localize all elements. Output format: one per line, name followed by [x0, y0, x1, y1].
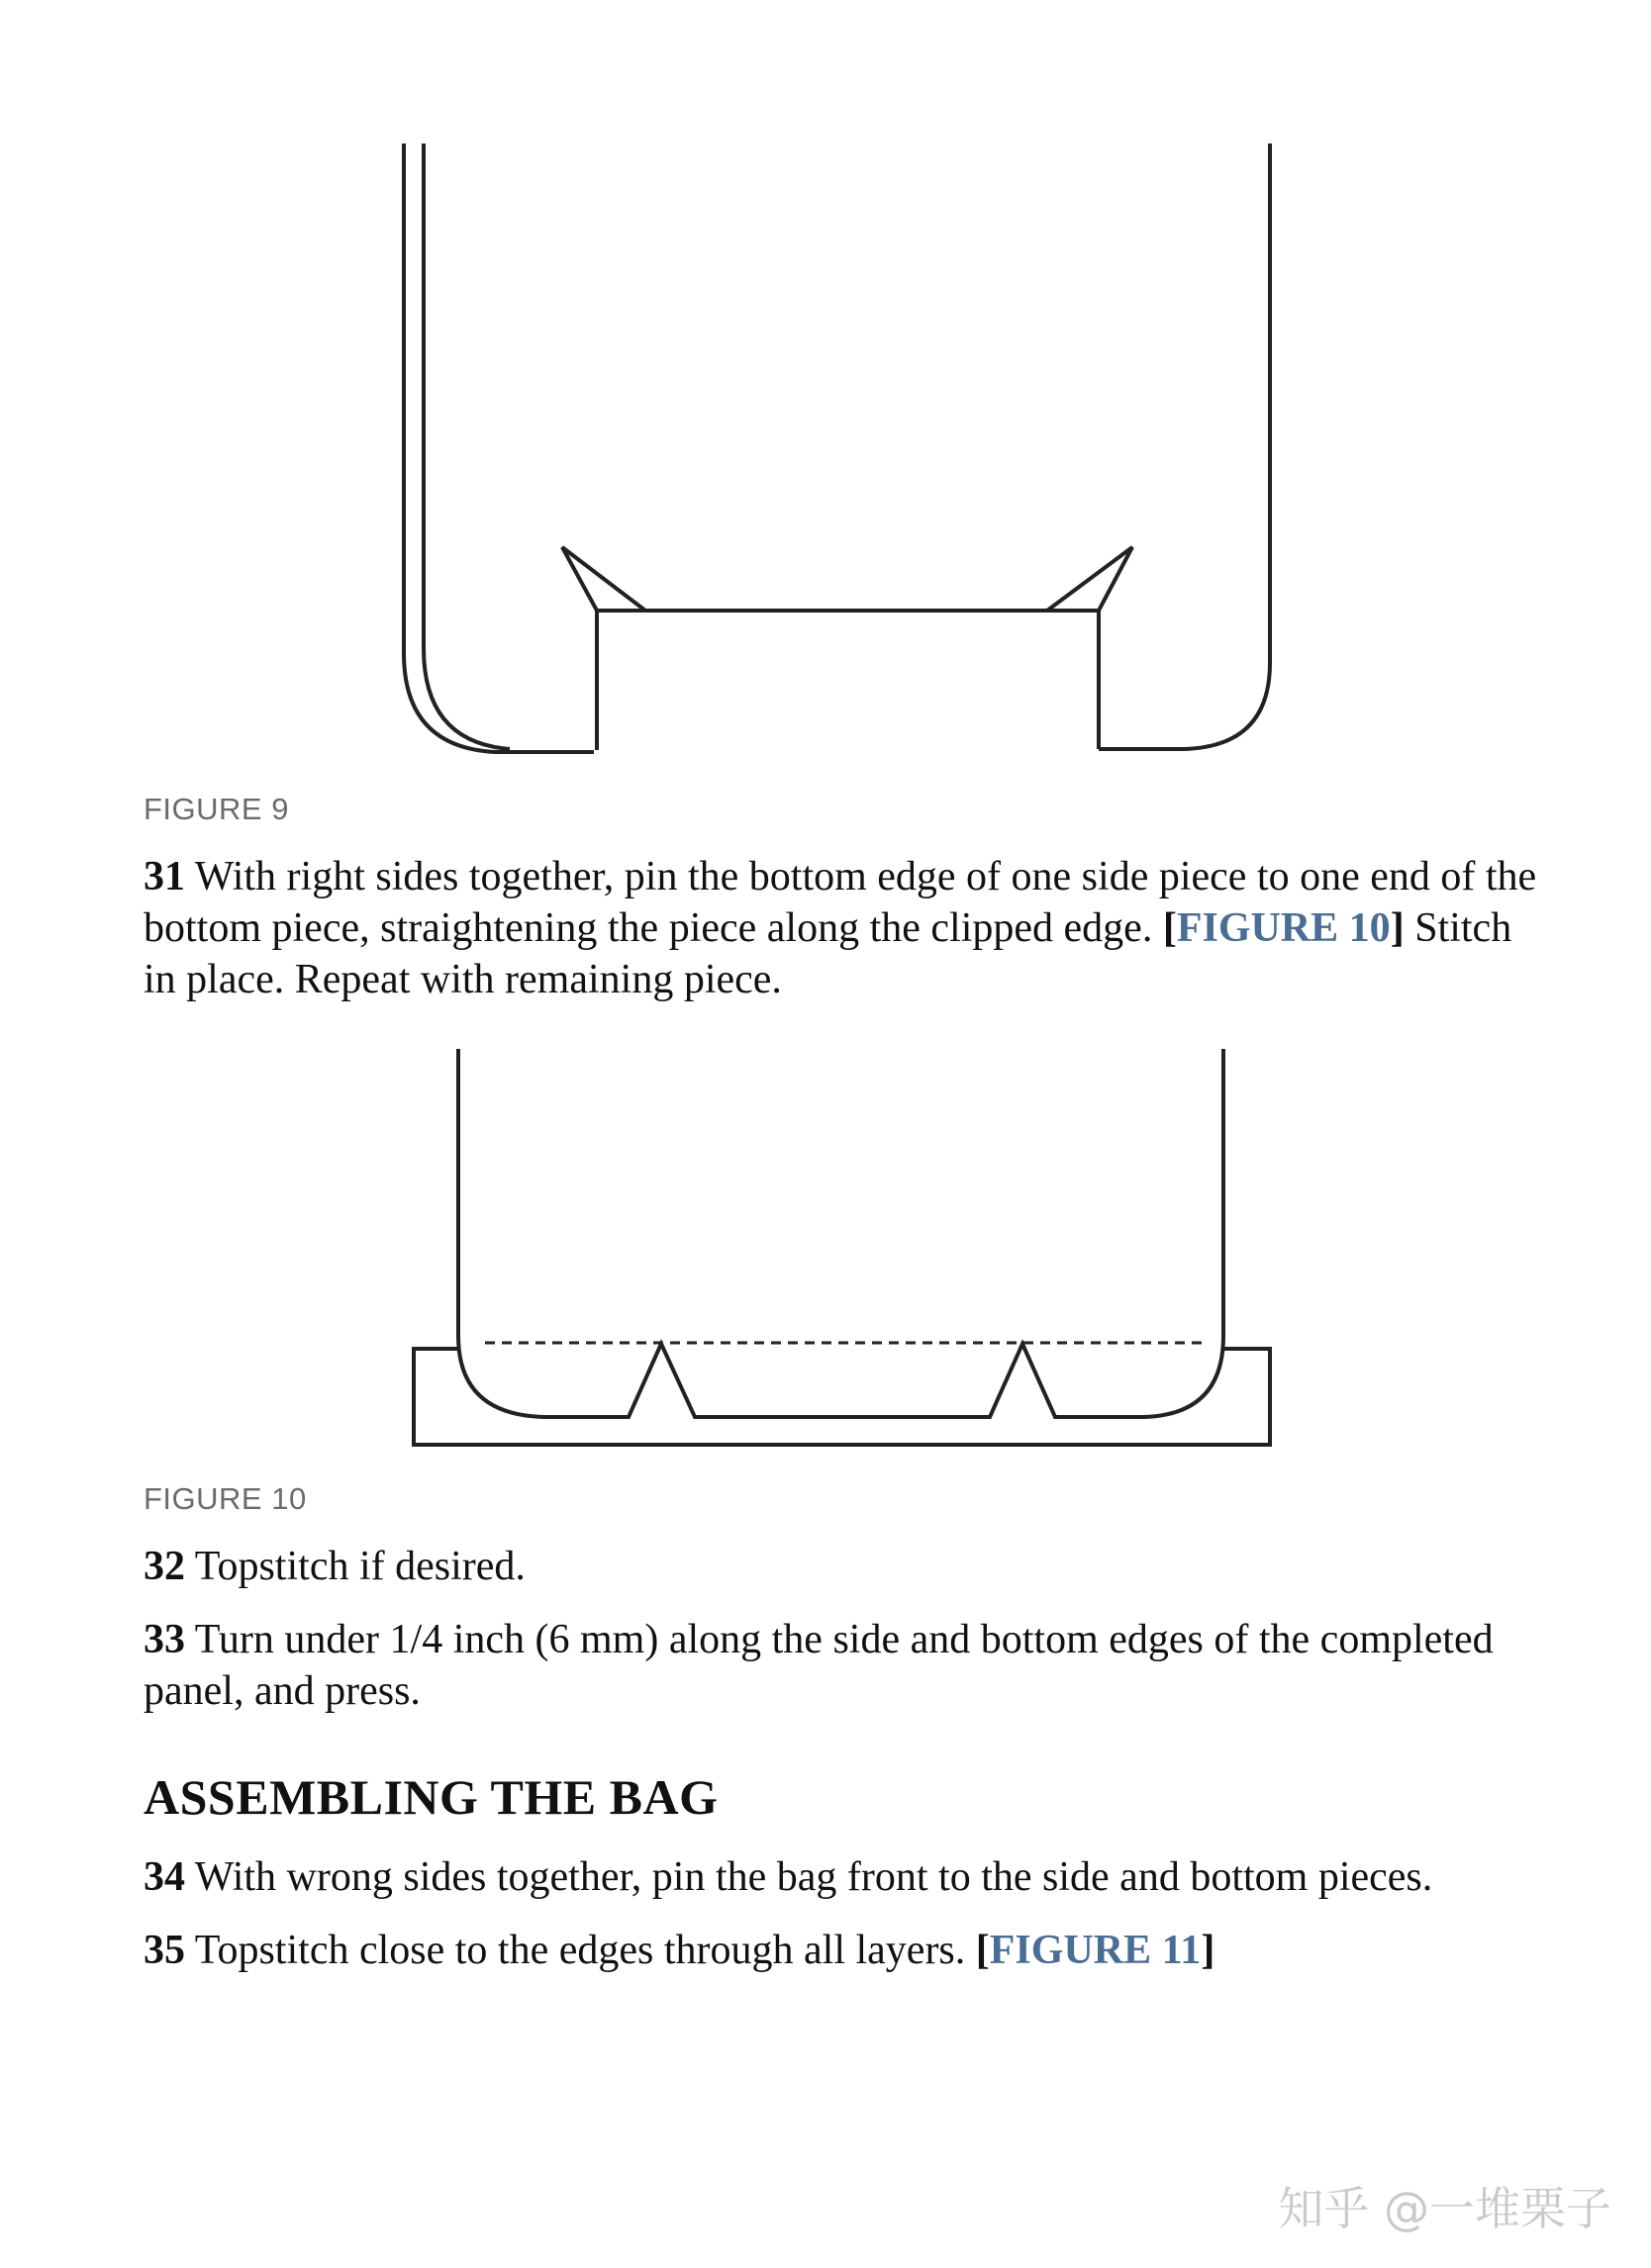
step-34 [144, 1851, 1549, 1903]
step-number: 32 [144, 1544, 185, 1589]
figure-10-illustration [0, 1039, 1651, 1455]
step-33 [144, 1614, 1549, 1717]
step-number: 34 [144, 1854, 185, 1900]
step-text: Topstitch close to the edges through all layers. [185, 1928, 976, 1973]
bracket-close: ] [1390, 905, 1405, 951]
figure-11-link[interactable]: FIGURE 11 [989, 1928, 1202, 1973]
step-text-after: Stitch in place. Repeat with remaining piece. [144, 905, 1512, 1002]
step-text: Topstitch if desired. [185, 1544, 526, 1589]
step-number: 31 [144, 854, 185, 899]
step-text: With wrong sides together, pin the bag front to the side and bottom pieces. [185, 1854, 1433, 1900]
figure-10-link[interactable]: FIGURE 10 [1176, 905, 1391, 951]
step-text: With right sides together, pin the bottom edge of one side piece to one end of the bottom piece, straightening the piece along the clipped edge. [144, 854, 1537, 951]
watermark: 知乎 @一堆栗子 [1278, 2182, 1611, 2235]
bracket-close: ] [1201, 1928, 1215, 1973]
figure-10-caption: FIGURE 10 [144, 1481, 307, 1516]
step-number: 35 [144, 1928, 185, 1973]
figure-9-illustration [0, 0, 1651, 782]
step-number: 33 [144, 1617, 185, 1662]
step-text: Turn under 1/4 inch (6 mm) along the side and bottom edges of the completed panel, and press. [144, 1617, 1494, 1714]
step-31 [144, 851, 1549, 1005]
bracket-open: [ [1162, 905, 1177, 951]
figure-9-caption: FIGURE 9 [144, 792, 289, 826]
step-32 [144, 1541, 1549, 1592]
bracket-open: [ [975, 1928, 990, 1973]
section-heading: ASSEMBLING THE BAG [144, 1769, 719, 1825]
step-35 [144, 1925, 1549, 1976]
